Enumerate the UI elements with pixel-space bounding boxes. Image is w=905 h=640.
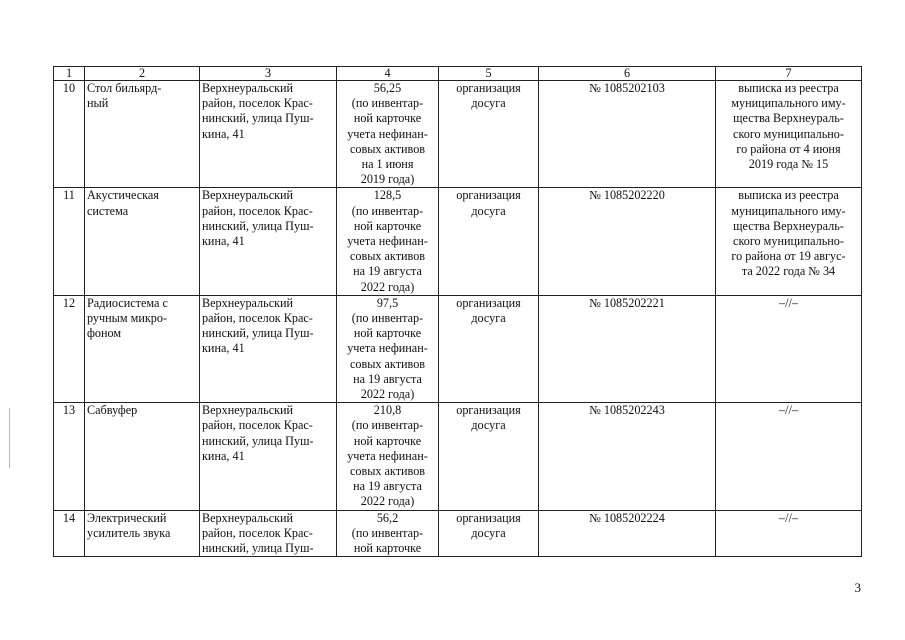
- inventory-number: № 1085202220: [539, 188, 716, 295]
- inventory-number: № 1085202103: [539, 81, 716, 188]
- item-name: Радиосистема с ручным микро- фоном: [85, 295, 200, 402]
- inventory-number: № 1085202224: [539, 510, 716, 557]
- column-number-header: 2: [85, 67, 200, 81]
- row-number: 10: [54, 81, 85, 188]
- row-number: 12: [54, 295, 85, 402]
- basis-document: выписка из реестра муниципального иму- щества Верхнеураль- ского муниципально- го района от 4 июня 2019 года № 15: [716, 81, 862, 188]
- item-purpose: организация досуга: [439, 403, 539, 510]
- item-name: Акустическая система: [85, 188, 200, 295]
- item-value: 56,2 (по инвентар- ной карточке: [337, 510, 439, 557]
- row-number: 11: [54, 188, 85, 295]
- basis-document: выписка из реестра муниципального иму- щества Верхнеураль- ского муниципально- го района от 19 авгус- та 2022 года № 34: [716, 188, 862, 295]
- basis-document: –//–: [716, 295, 862, 402]
- row-number: 14: [54, 510, 85, 557]
- item-purpose: организация досуга: [439, 295, 539, 402]
- item-name: Электрический усилитель звука: [85, 510, 200, 557]
- column-number-header: 1: [54, 67, 85, 81]
- item-address: Верхнеуральский район, поселок Крас- нинский, улица Пуш-: [200, 510, 337, 557]
- item-value: 97,5 (по инвентар- ной карточке учета нефинан- совых активов на 19 августа 2022 года): [337, 295, 439, 402]
- item-purpose: организация досуга: [439, 188, 539, 295]
- item-name: Стол бильярд- ный: [85, 81, 200, 188]
- item-value: 210,8 (по инвентар- ной карточке учета нефинан- совых активов на 19 августа 2022 года): [337, 403, 439, 510]
- table-row: [54, 403, 862, 510]
- inventory-number: № 1085202243: [539, 403, 716, 510]
- property-register-table: [53, 66, 862, 557]
- column-number-header: 3: [200, 67, 337, 81]
- item-purpose: организация досуга: [439, 81, 539, 188]
- table-row: [54, 510, 862, 557]
- table-row: [54, 81, 862, 188]
- page-number: 3: [854, 580, 861, 595]
- column-number-header: 4: [337, 67, 439, 81]
- inventory-number: № 1085202221: [539, 295, 716, 402]
- item-address: Верхнеуральский район, поселок Крас- нинский, улица Пуш- кина, 41: [200, 188, 337, 295]
- table-row: [54, 188, 862, 295]
- column-number-header: 7: [716, 67, 862, 81]
- item-purpose: организация досуга: [439, 510, 539, 557]
- column-number-header: 6: [539, 67, 716, 81]
- item-name: Сабвуфер: [85, 403, 200, 510]
- table-header-row: [54, 67, 862, 81]
- table-row: [54, 295, 862, 402]
- basis-document: –//–: [716, 403, 862, 510]
- item-value: 128,5 (по инвентар- ной карточке учета нефинан- совых активов на 19 августа 2022 года): [337, 188, 439, 295]
- row-number: 13: [54, 403, 85, 510]
- item-address: Верхнеуральский район, поселок Крас- нинский, улица Пуш- кина, 41: [200, 403, 337, 510]
- item-address: Верхнеуральский район, поселок Крас- нинский, улица Пуш- кина, 41: [200, 295, 337, 402]
- margin-rule: [9, 408, 10, 468]
- basis-document: –//–: [716, 510, 862, 557]
- column-number-header: 5: [439, 67, 539, 81]
- item-address: Верхнеуральский район, поселок Крас- нинский, улица Пуш- кина, 41: [200, 81, 337, 188]
- item-value: 56,25 (по инвентар- ной карточке учета нефинан- совых активов на 1 июня 2019 года): [337, 81, 439, 188]
